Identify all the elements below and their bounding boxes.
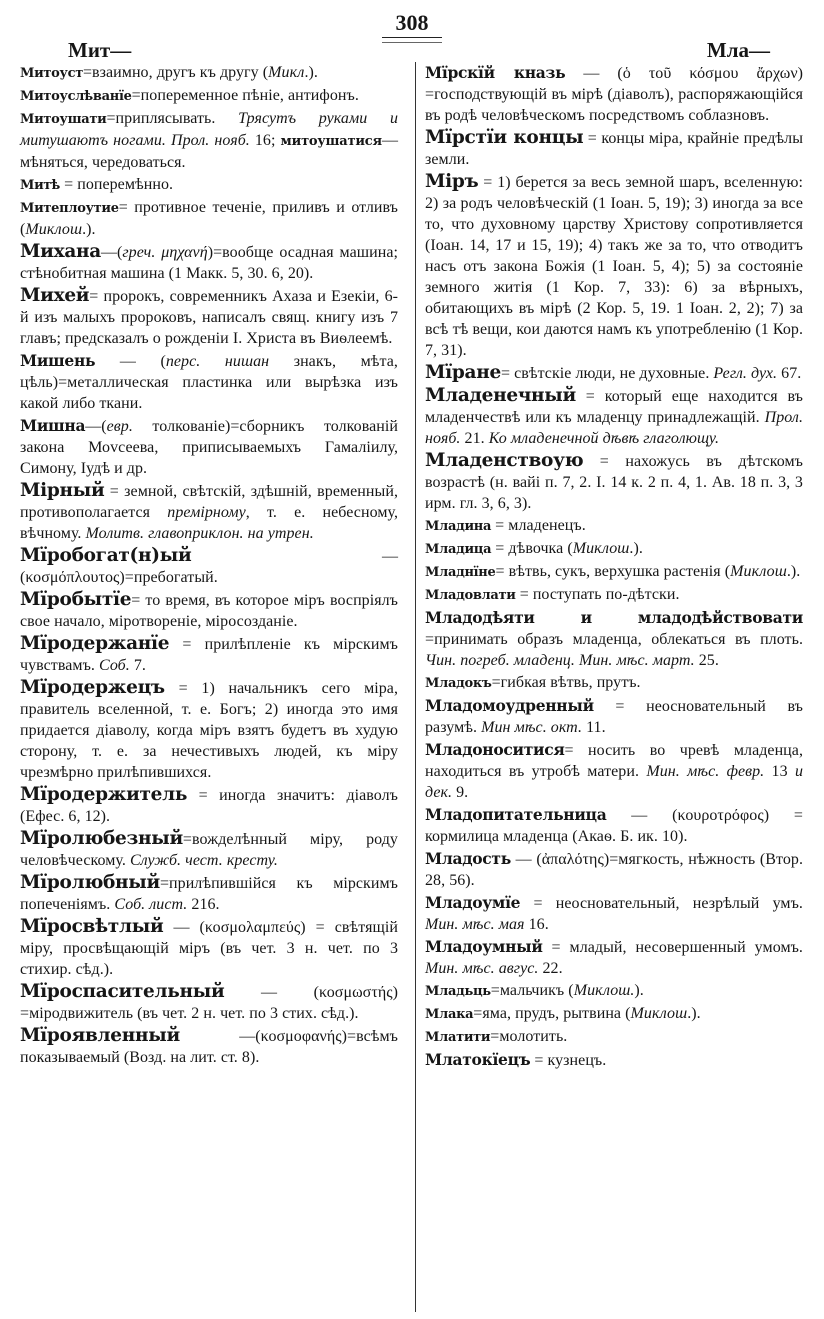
entry-definition: 22. xyxy=(538,960,563,977)
entry-definition: 216. xyxy=(187,896,220,913)
entry-definition: = 1) берется за весь земной шаръ, вселенную: 2) за родъ человѣческій (1 Іоан. 5, 19); 3) иногда за все то, что духовному царству Христову сопротивляется (Іоан. 14, 17 и 15, 19); 4) такъ же за то, что отводитъ насъ отъ закона Божія (1 Іоан. 5, 4); 5) за состояніе земного житія (1 Кор. 7, 33): 6) за вѣрныхъ, обитающихъ въ мірѣ (2 Кор. 5, 19. 1 Іоан. 2, 2); 7) за всѣ тѣ вещи, кои даются намъ къ употребленію (1 Кор. 7, 31). xyxy=(425,174,803,359)
entry-definition: = прилѣпленіе къ мірскимъ чувствамъ. xyxy=(20,636,398,674)
entry-headword: Младица xyxy=(425,542,492,557)
entry-headword: Мїрстїи концы xyxy=(425,127,584,148)
entry-definition: 11. xyxy=(582,719,606,736)
entry-headword: Мїродержецъ xyxy=(20,677,165,698)
entry-definition: =принимать образъ младенца, облекаться въ плоть. xyxy=(425,631,803,648)
dictionary-entry xyxy=(425,515,803,537)
entry-headword: Митоушати xyxy=(20,112,107,127)
dictionary-entry xyxy=(425,561,803,583)
dictionary-entry xyxy=(425,936,803,979)
dictionary-entry xyxy=(425,607,803,671)
dictionary-entry xyxy=(20,174,398,196)
entry-definition: = неосновательный, незрѣлый умъ. xyxy=(520,895,803,912)
entry-definition: .). xyxy=(786,563,801,580)
guide-word-left: Мит— xyxy=(68,38,132,62)
entry-citation: Соб. xyxy=(99,657,130,674)
left-column xyxy=(20,62,398,1068)
entry-headword: Млатити xyxy=(425,1030,491,1045)
entry-citation: Микл xyxy=(268,64,305,81)
dictionary-entry xyxy=(20,197,398,240)
dictionary-entry xyxy=(425,1026,803,1048)
entry-definition: 9. xyxy=(452,784,469,801)
entry-definition: 16. xyxy=(524,916,549,933)
entry-citation: Трясутъ руками и митушаютъ ногами. Прол. нояб. xyxy=(20,110,399,149)
entry-headword: Мїробытїе xyxy=(20,589,132,610)
entry-citation: Молитв. главоприклон. на утрен. xyxy=(85,525,314,542)
entry-headword: Младокъ xyxy=(425,676,492,691)
entry-definition: ). xyxy=(634,982,644,999)
entry-headword: Митоуслѣванїе xyxy=(20,89,132,104)
entry-citation: Ко младенечной дѣвѣ глаголющу. xyxy=(488,430,720,447)
entry-definition: .). xyxy=(82,221,96,238)
entry-definition: 7. xyxy=(129,657,146,674)
entry-definition: — ( xyxy=(95,353,166,370)
entry-definition: = неосновательный въ разумѣ. xyxy=(425,698,803,736)
entry-headword: Мїродержитель xyxy=(20,784,188,805)
entry-headword: Мїролюбный xyxy=(20,872,160,893)
entry-citation: Миклош xyxy=(630,1005,688,1022)
entry-definition: , т. е. небесному, вѣчному. xyxy=(20,504,398,542)
entry-definition: = поперемѣнно. xyxy=(60,176,174,193)
entry-citation: Регл. дух. xyxy=(713,365,778,382)
entry-definition: = младенецъ. xyxy=(491,517,586,534)
entry-definition: = нахожусь въ дѣтскомъ возрастѣ (н. вайі п. 7, 2. І. 14 к. 2 п. 4, 1. Ав. 18 п. 3, 3 ирм. гл. 3, 6, 3). xyxy=(425,453,803,512)
dictionary-entry xyxy=(425,1049,803,1071)
entry-headword: Мїроспасительный xyxy=(20,981,225,1002)
dictionary-entry xyxy=(425,672,803,694)
entry-citation: Мин. мѣс. февр. xyxy=(646,763,765,780)
dictionary-entry xyxy=(20,415,398,479)
dictionary-entry xyxy=(20,589,398,632)
entry-definition: =мальчикъ ( xyxy=(490,982,574,999)
entry-definition: — (ἀπαλότης)=мягкость, нѣжность (Втор. 28, 56). xyxy=(425,851,803,889)
entry-citation: греч. μηχανή xyxy=(122,244,208,261)
dictionary-entry xyxy=(20,784,398,827)
entry-headword: Михана xyxy=(20,241,101,262)
entry-headword: Митеплоутие xyxy=(20,201,119,216)
entry-definition: = носить во чревѣ младенца, находиться въ утробѣ матери. xyxy=(425,742,803,780)
dictionary-entry xyxy=(425,127,803,170)
entry-headword: Младоноситися xyxy=(425,740,565,759)
entry-definition: .). xyxy=(629,540,643,557)
entry-headword: Митѣ xyxy=(20,178,61,193)
entry-citation: премірному xyxy=(167,504,246,521)
entry-definition: — (κοσμόπλουτος)=пребогатый. xyxy=(20,548,398,586)
dictionary-entry xyxy=(20,1025,398,1068)
entry-definition: = то время, въ которое міръ воспріялъ свое начало, міротвореніе, міросозданіе. xyxy=(20,592,398,630)
entry-sub-headword: митоушатися xyxy=(280,134,382,149)
entry-headword: Младовлати xyxy=(425,588,516,603)
entry-headword: Млака xyxy=(425,1007,474,1022)
entry-headword: Мїросвѣтлый xyxy=(20,916,164,937)
dictionary-entry xyxy=(20,241,398,284)
entry-citation: Миклош xyxy=(730,563,787,580)
entry-headword: Мїродержанїе xyxy=(20,633,170,654)
dictionary-entry xyxy=(425,538,803,560)
entry-definition: — (ὁ τοῦ κόσμου ἄρχων) =господствующій въ мірѣ (діаволъ), распоряжающійся въ родѣ человѣческомъ посредствомъ соблазновъ. xyxy=(425,65,803,124)
dictionary-entry xyxy=(425,1003,803,1025)
entry-definition: —( xyxy=(100,244,123,261)
entry-definition: = дѣвочка ( xyxy=(491,540,573,557)
dictionary-entry xyxy=(20,285,398,349)
dictionary-entry xyxy=(20,85,398,107)
entry-definition: = который еще находится въ младенчествѣ или къ младенцу принадлежащій. xyxy=(425,388,803,426)
entry-definition: = свѣтскіе люди, не духовные. xyxy=(500,365,714,382)
entry-headword: Младопитательница xyxy=(425,805,607,824)
entry-definition: .). xyxy=(304,64,318,81)
dictionary-entry xyxy=(425,804,803,847)
dictionary-entry xyxy=(425,171,803,361)
entry-definition: = противное теченіе, приливъ и отливъ ( xyxy=(20,199,398,238)
entry-citation: Прол. нояб. xyxy=(425,409,803,447)
dictionary-entry xyxy=(425,739,803,803)
dictionary-entry xyxy=(20,108,398,173)
dictionary-entry xyxy=(425,385,803,449)
dictionary-entry xyxy=(425,62,803,126)
entry-definition: = 1) начальникъ сего міра, правитель вселенной, т. е. Богъ; 2) иногда это имя придается діаволу, когда міръ взятъ будетъ въ худую сторону, т. е. за нечестивыхъ людей, къ міру чрезмѣрно прилѣпившихся. xyxy=(20,680,398,781)
entry-definition: толкованіе)=сборникъ толкованій закона Моvсеева, приписываемыхъ Гамаліилу, Симону, Іудѣ и др. xyxy=(20,418,398,477)
entry-headword: Младость xyxy=(425,849,511,868)
right-column xyxy=(425,62,803,1071)
entry-definition: )=вообще осадная машина; стѣнобитная машина (1 Макк. 5, 30. 6, 20). xyxy=(20,244,398,282)
dictionary-entry xyxy=(20,916,398,980)
entry-definition: — (κοσμωστής) =міродвижитель (въ чет. 2 н. чет. по 3 стих. сѣд.). xyxy=(20,984,398,1022)
entry-headword: Мїроявленный xyxy=(20,1025,180,1046)
entry-citation: Миклош xyxy=(25,221,83,238)
entry-headword: Мишень xyxy=(20,351,96,370)
entry-definition: 21. xyxy=(460,430,489,447)
entry-definition: = младый, несовершенный умомъ. xyxy=(542,939,803,956)
entry-headword: Митоуст xyxy=(20,66,83,81)
dictionary-entry xyxy=(425,848,803,891)
entry-citation: Чин. погреб. младенц. Мин. мѣс. март. xyxy=(425,652,695,669)
guide-word-right: Мла— xyxy=(706,38,770,62)
dictionary-entry xyxy=(425,892,803,935)
dictionary-entry xyxy=(20,677,398,783)
dictionary-entry xyxy=(425,584,803,606)
entry-definition: = иногда значитъ: діаволъ (Ефес. 6, 12). xyxy=(20,787,398,825)
entry-definition: 13 xyxy=(764,763,795,780)
page-number: 308 xyxy=(395,10,429,35)
entry-definition: = концы міра, крайніе предѣлы земли. xyxy=(425,130,803,168)
entry-definition: =вожделѣнный міру, роду человѣческому. xyxy=(20,831,398,869)
entry-definition: = вѣтвь, сукъ, верхушка растенія ( xyxy=(495,563,731,580)
page-number-ornament-rule xyxy=(382,37,442,43)
entry-definition: знакъ, мѣта, цѣль)=металлическая пластинка или вырѣзка изъ какой либо ткани. xyxy=(20,353,398,412)
entry-definition: =молотить. xyxy=(490,1028,568,1045)
entry-definition: = пророкъ, современникъ Ахаза и Езекіи, 6-й изъ малыхъ пророковъ, написалъ свящ. книгу изъ 7 главъ; предсказалъ о рожденіи І. Христа въ Виѳлеемѣ. xyxy=(20,288,398,347)
dictionary-entry xyxy=(20,62,398,84)
entry-citation: Служб. чест. кресту. xyxy=(129,852,278,869)
dictionary-entry xyxy=(20,872,398,915)
entry-headword: Мїробогат(н)ый xyxy=(20,545,192,566)
entry-citation: Мин мѣс. окт. xyxy=(481,719,583,736)
entry-citation: Миклош xyxy=(572,540,630,557)
entry-headword: Мишна xyxy=(20,416,86,435)
dictionary-entry xyxy=(20,633,398,676)
entry-headword: Мїролюбезный xyxy=(20,828,183,849)
entry-headword: Младоумный xyxy=(425,937,543,956)
entry-headword: Младина xyxy=(425,519,492,534)
entry-headword: Мірный xyxy=(20,480,105,501)
column-divider xyxy=(415,62,416,1312)
dictionary-entry xyxy=(20,350,398,414)
dictionary-entry xyxy=(425,362,803,384)
entry-definition: = кузнецъ. xyxy=(530,1052,607,1069)
entry-headword: Младомоудренный xyxy=(425,696,594,715)
dictionary-entry xyxy=(425,695,803,738)
entry-citation: Мин. мѣс. авгус. xyxy=(425,960,539,977)
entry-headword: Младоумїе xyxy=(425,893,521,912)
entry-definition: —мѣняться, чередоваться. xyxy=(20,132,398,171)
entry-definition: =гибкая вѣтвь, прутъ. xyxy=(491,674,641,691)
entry-definition: =попеременное пѣніе, антифонъ. xyxy=(131,87,359,104)
entry-headword: Міръ xyxy=(425,171,479,192)
dictionary-entry xyxy=(20,545,398,588)
entry-headword: Мїрскїй кназь xyxy=(425,63,566,82)
dictionary-entry xyxy=(20,981,398,1024)
entry-definition: 16; xyxy=(249,132,281,149)
entry-headword: Младенечный xyxy=(425,385,576,406)
entry-headword: Млатокїецъ xyxy=(425,1050,531,1069)
entry-definition: = земной, свѣтскій, здѣшній, временный, противополагается xyxy=(20,483,398,521)
entry-definition: — (κουροτρόφος) = кормилица младенца (Акаѳ. Б. ик. 10). xyxy=(425,807,803,845)
dictionary-entry xyxy=(425,980,803,1002)
entry-definition: =прилѣпившійся къ мірскимъ попеченіямъ. xyxy=(20,875,398,913)
entry-citation: евр. xyxy=(106,418,133,435)
entry-definition: =приплясывать. xyxy=(106,110,239,127)
entry-definition: —( xyxy=(85,418,107,435)
entry-citation: Мин. мѣс. мая xyxy=(425,916,525,933)
entry-headword: Младнїне xyxy=(425,565,496,580)
entry-citation: Соб. лист. xyxy=(114,896,188,913)
entry-definition: 67. xyxy=(777,365,802,382)
entry-citation: перс. нишан xyxy=(165,353,270,370)
entry-definition: =яма, прудъ, рытвина ( xyxy=(473,1005,631,1022)
dictionary-entry xyxy=(20,828,398,871)
entry-headword: Младьць xyxy=(425,984,491,999)
entry-citation: Миклош. xyxy=(573,982,635,999)
entry-definition: .). xyxy=(687,1005,701,1022)
entry-headword: Мїране xyxy=(425,362,501,383)
entry-definition: — (κοσμολαμπεύς) = свѣтящій міру, просвѣщающій міръ (въ чет. 3 н. чет. по 3 стихир. сѣд.). xyxy=(20,919,398,978)
entry-definition: —(κοσμοφανής)=всѣмъ показываемый (Возд. на лит. ст. 8). xyxy=(20,1028,398,1066)
entry-citation: и дек. xyxy=(425,763,804,801)
entry-definition: 25. xyxy=(694,652,719,669)
dictionary-entry xyxy=(20,480,398,544)
entry-headword: Младенствоую xyxy=(425,450,584,471)
entry-headword: Михей xyxy=(20,285,90,306)
entry-definition: =взаимно, другъ къ другу ( xyxy=(82,64,269,81)
entry-headword: Младодѣяти и младодѣйствовати xyxy=(425,608,803,627)
entry-definition: = поступать по-дѣтски. xyxy=(515,586,680,603)
dictionary-entry xyxy=(425,450,803,514)
